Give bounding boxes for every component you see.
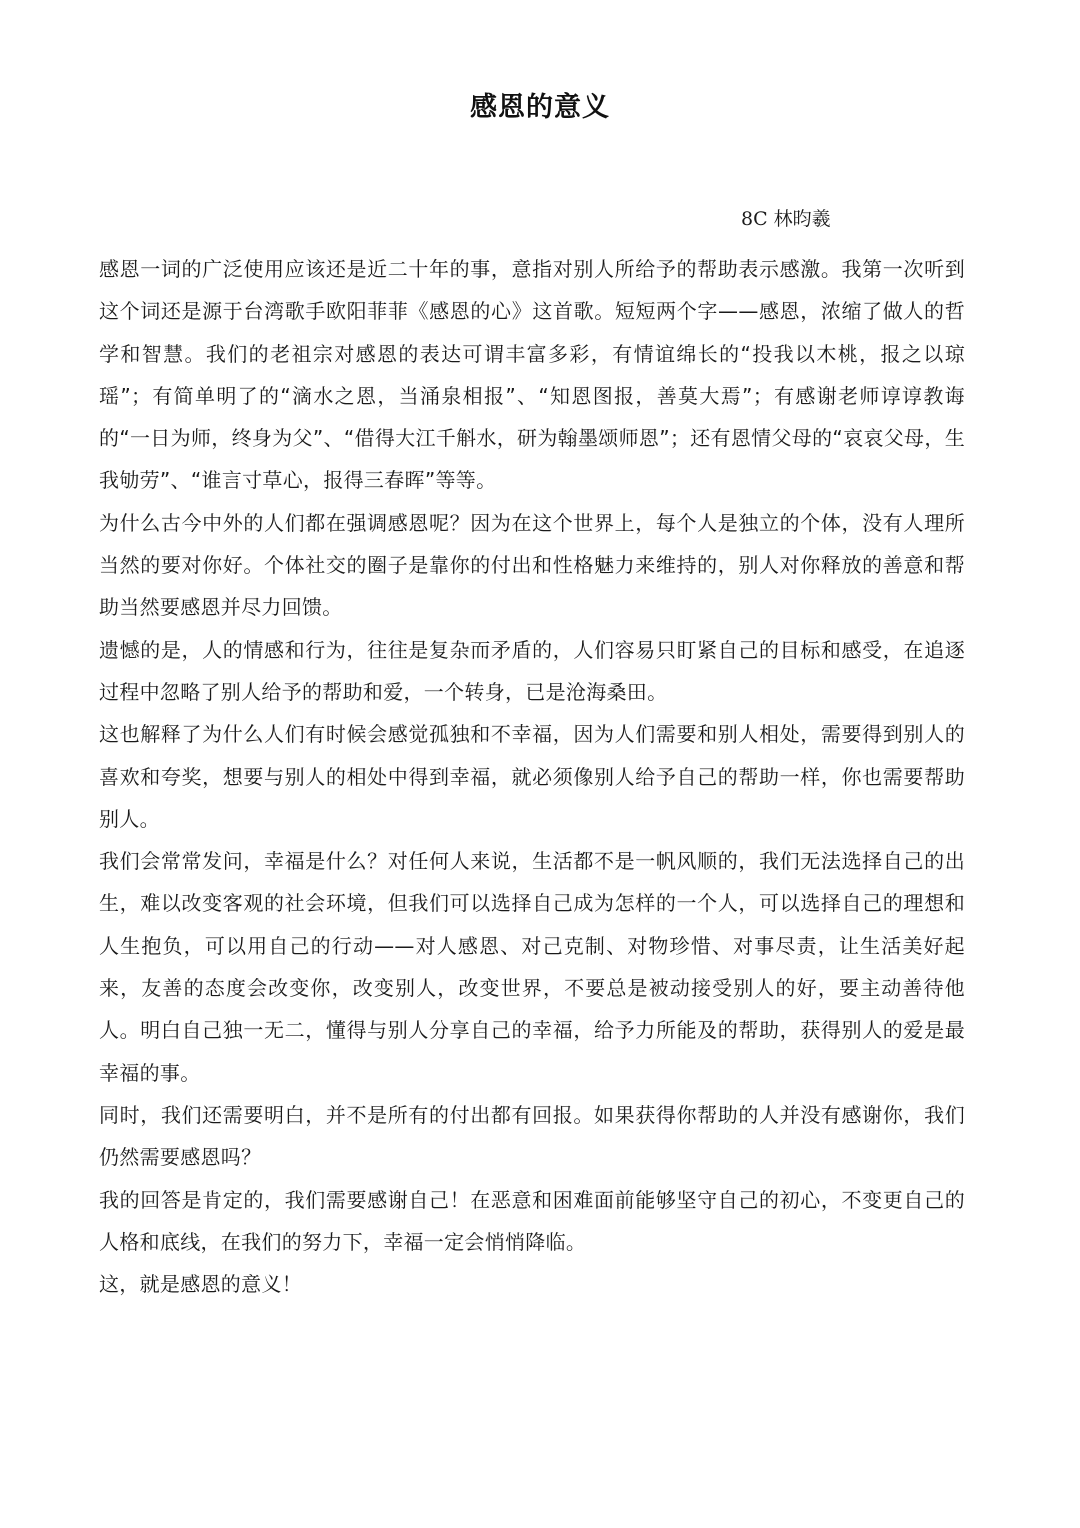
document-body	[99, 248, 965, 1305]
document-title: 感恩的意义	[470, 92, 610, 123]
paragraph: 同时，我们还需要明白，并不是所有的付出都有回报。如果获得你帮助的人并没有感谢你，我们仍然需要感恩吗？	[99, 1102, 965, 1170]
paragraph: 遗憾的是，人的情感和行为，往往是复杂而矛盾的，人们容易只盯紧自己的目标和感受，在追逐过程中忽略了别人给予的帮助和爱，一个转身，已是沧海桑田。	[99, 637, 965, 704]
paragraph: 我们会常常发问，幸福是什么？对任何人来说，生活都不是一帆风顺的，我们无法选择自己的出生，难以改变客观的社会环境，但我们可以选择自己成为怎样的一个人，可以选择自己的理想和人生抱负，可以用自己的行动——对人感恩、对己克制、对物珍惜、对事尽责，让生活美好起来，友善的态度会改变你，改变别人，改变世界，不要总是被动接受别人的好，要主动善待他人。明白自己独一无二，懂得与别人分享自己的幸福，给予力所能及的帮助，获得别人的爱是最幸福的事。	[99, 849, 965, 1085]
paragraph: 我的回答是肯定的，我们需要感谢自己！在恶意和困难面前能够坚守自己的初心，不变更自己的人格和底线，在我们的努力下，幸福一定会悄悄降临。	[99, 1187, 965, 1254]
paragraph: 这也解释了为什么人们有时候会感觉孤独和不幸福，因为人们需要和别人相处，需要得到别人的喜欢和夸奖，想要与别人的相处中得到幸福，就必须像别人给予自己的帮助一样，你也需要帮助别人。	[99, 722, 965, 831]
paragraph: 感恩一词的广泛使用应该还是近二十年的事，意指对别人所给予的帮助表示感激。我第一次听到这个词还是源于台湾歌手欧阳菲菲《感恩的心》这首歌。短短两个字——感恩，浓缩了做人的哲学和智慧。我们的老祖宗对感恩的表达可谓丰富多彩，有情谊绵长的“投我以木桃，报之以琼瑶”；有简单明了的“滴水之恩，当涌泉相报”、“知恩图报，善莫大焉”；有感谢老师谆谆教诲的“一日为师，终身为父”、“借得大江千斛水，研为翰墨颂师恩”；还有恩情父母的“哀哀父母，生我劬劳”、“谁言寸草心，报得三春晖”等等。	[99, 257, 965, 493]
paragraph: 为什么古今中外的人们都在强调感恩呢？因为在这个世界上，每个人是独立的个体，没有人理所当然的要对你好。个体社交的圈子是靠你的付出和性格魅力来维持的，别人对你释放的善意和帮助当然要感恩并尽力回馈。	[99, 510, 965, 620]
author-line: 8C 林昀羲	[741, 208, 831, 230]
paragraph: 这，就是感恩的意义！	[99, 1272, 302, 1297]
